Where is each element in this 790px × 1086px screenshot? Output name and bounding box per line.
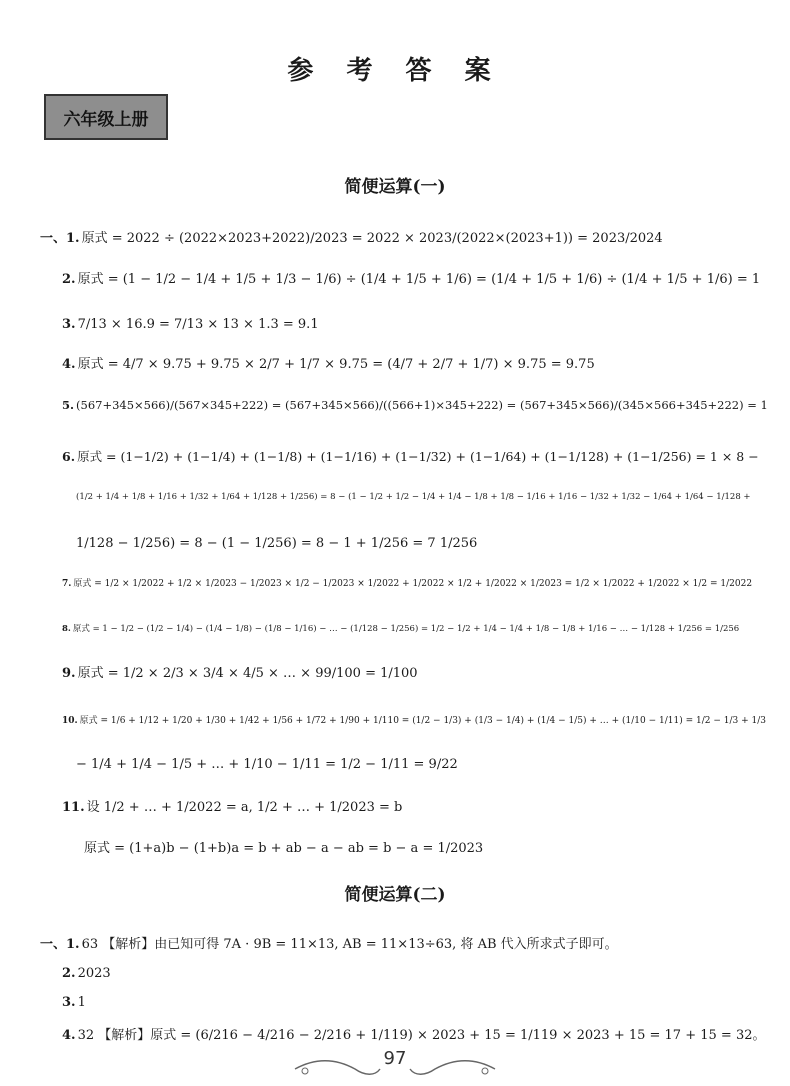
answer-line xyxy=(84,842,483,855)
answer-line xyxy=(40,938,618,951)
answer-line xyxy=(62,451,759,464)
section-title-2: 简便运算(二) xyxy=(344,885,446,905)
answer-line xyxy=(62,1029,765,1042)
grade-label: 六年级上册 xyxy=(44,94,168,140)
answer-text: 63 【解析】由已知可得 7A · 9B = 11×13, AB = 11×13÷63, 将 AB 代入所求式子即可。 xyxy=(81,937,618,952)
answer-text: 原式 = (1+a)b − (1+b)a = b + ab − a − ab = b − a = 1/2023 xyxy=(84,841,484,856)
answer-text: 原式 = 1/6 + 1/12 + 1/20 + 1/30 + 1/42 + 1/56 + 1/72 + 1/90 + 1/110 = (1/2 − 1/3) + (1/3 − 1/4) + (1/4 − 1/5) + … + (1/10 − 1/11) = 1/2 − 1/3 + 1/3 xyxy=(79,716,766,726)
answer-line xyxy=(76,537,477,550)
question-number: 4. xyxy=(62,357,76,372)
answer-line xyxy=(62,318,319,331)
question-number: 2. xyxy=(62,272,76,287)
question-number: 8. xyxy=(62,624,71,634)
answer-line xyxy=(62,358,595,371)
answer-line xyxy=(62,400,768,412)
question-number: 11. xyxy=(62,800,85,815)
answer-line xyxy=(62,996,86,1009)
answer-text: − 1/4 + 1/4 − 1/5 + … + 1/10 − 1/11 = 1/2 − 1/11 = 9/22 xyxy=(76,757,458,772)
question-number: 3. xyxy=(62,995,76,1010)
answer-text: (567+345×566)/(567×345+222) = (567+345×566)/((566+1)×345+222) = (567+345×566)/(345×566+345+222) = 1 xyxy=(76,398,768,412)
answer-text: 原式 = 1/2 × 1/2022 + 1/2 × 1/2023 − 1/2023 × 1/2 − 1/2023 × 1/2022 + 1/2022 × 1/2 + 1/2022 × 1/2023 = 1/2 × 1/2022 + 1/2022 × 1/2 = 1/2022 xyxy=(73,579,753,589)
footer-ornament-icon xyxy=(285,1056,505,1082)
answer-line xyxy=(62,967,111,980)
question-number: 7. xyxy=(62,579,72,589)
question-number: 6. xyxy=(62,449,76,464)
answer-line xyxy=(62,580,752,589)
answer-text: 设 1/2 + … + 1/2022 = a, 1/2 + … + 1/2023 = b xyxy=(86,800,403,815)
answer-text: 32 【解析】原式 = (6/216 − 4/216 − 2/216 + 1/119) × 2023 + 15 = 1/119 × 2023 + 15 = 17 + 15 = 32。 xyxy=(77,1028,766,1043)
page-title: 参 考 答 案 xyxy=(287,56,503,86)
question-number: 一、1. xyxy=(40,937,80,952)
answer-text: 1 xyxy=(77,995,86,1010)
answer-text: 2023 xyxy=(77,966,111,981)
answer-text: 原式 = (1−1/2) + (1−1/4) + (1−1/8) + (1−1/16) + (1−1/32) + (1−1/64) + (1−1/128) + (1−1/256) = 1 × 8 − xyxy=(77,449,759,464)
answer-line xyxy=(62,717,766,726)
question-number: 5. xyxy=(62,398,75,412)
question-number: 2. xyxy=(62,966,76,981)
answer-line xyxy=(76,758,458,771)
answer-text: 原式 = (1 − 1/2 − 1/4 + 1/5 + 1/3 − 1/6) ÷ (1/4 + 1/5 + 1/6) = (1/4 + 1/5 + 1/6) ÷ (1/4 + 1/5 + 1/6) = 1 xyxy=(77,272,761,287)
answer-line xyxy=(62,273,760,286)
question-number: 一、1. xyxy=(40,231,80,246)
question-number: 10. xyxy=(62,716,78,726)
question-number: 3. xyxy=(62,317,76,332)
answer-text: 原式 = 4/7 × 9.75 + 9.75 × 2/7 + 1/7 × 9.75 = (4/7 + 2/7 + 1/7) × 9.75 = 9.75 xyxy=(77,357,595,372)
answer-line xyxy=(62,801,402,814)
question-number: 4. xyxy=(62,1028,76,1043)
answer-text: (1/2 + 1/4 + 1/8 + 1/16 + 1/32 + 1/64 + 1/128 + 1/256) = 8 − (1 − 1/2 + 1/2 − 1/4 + 1/4 − 1/8 + 1/8 − 1/16 + 1/16 − 1/32 + 1/32 − 1/64 + 1/64 − 1/128 + xyxy=(76,492,751,502)
answer-line xyxy=(76,493,751,502)
answer-text: 原式 = 2022 ÷ (2022×2023+2022)/2023 = 2022 × 2023/(2022×(2023+1)) = 2023/2024 xyxy=(81,231,663,246)
answer-line xyxy=(62,625,739,634)
section-title-1: 简便运算(一) xyxy=(344,177,446,197)
question-number: 9. xyxy=(62,666,76,681)
page-number: 97 xyxy=(383,1048,407,1069)
answer-text: 原式 = 1/2 × 2/3 × 3/4 × 4/5 × … × 99/100 = 1/100 xyxy=(77,666,418,681)
answer-text: 1/128 − 1/256) = 8 − (1 − 1/256) = 8 − 1 + 1/256 = 7 1/256 xyxy=(76,536,478,551)
answer-text: 原式 = 1 − 1/2 − (1/2 − 1/4) − (1/4 − 1/8) − (1/8 − 1/16) − … − (1/128 − 1/256) = 1/2 − 1/2 + 1/4 − 1/4 + 1/8 − 1/8 + 1/16 − … − 1/128 + 1/256 = 1/256 xyxy=(72,624,740,634)
answer-text: 7/13 × 16.9 = 7/13 × 13 × 1.3 = 9.1 xyxy=(77,317,319,332)
answer-line xyxy=(62,667,418,680)
answer-line xyxy=(40,232,663,245)
